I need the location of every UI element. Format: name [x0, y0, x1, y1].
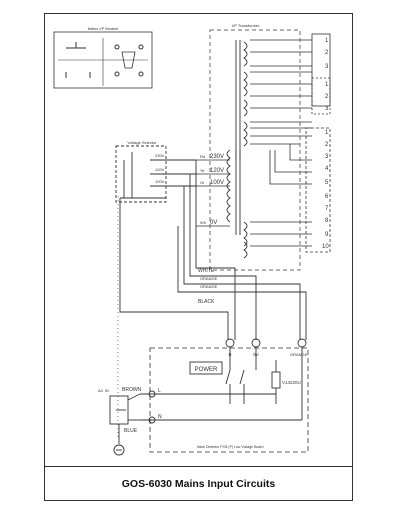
terminal-top-3a: 3 [325, 64, 329, 70]
selector-120v: 120V [155, 167, 165, 172]
harness [120, 160, 306, 340]
pcb-connector-orange: ORANGE [290, 352, 308, 357]
varistor-label: V14220U [282, 380, 301, 385]
terminal-bottom-2: 2 [325, 142, 329, 148]
terminal-bottom-5: 5 [325, 180, 329, 186]
ac-inlet [110, 394, 140, 455]
tap-230v: 230V [210, 154, 225, 160]
code-rd: Rd [200, 154, 206, 159]
pcb-connector-0v: 0V [253, 352, 259, 357]
brown-label: BROWN [122, 387, 142, 393]
terminal-bottom-6: 6 [325, 194, 329, 200]
transformer-label: I/P Transformer [232, 23, 260, 28]
blue-label: BLUE [124, 428, 138, 434]
secondary-wires-top [250, 40, 312, 184]
terminal-bottom-8: 8 [325, 218, 329, 224]
terminal-bottom-3: 3 [325, 154, 329, 160]
terminal-top-3b: 3 [325, 106, 329, 112]
node-l: L [158, 388, 161, 394]
secondary-coils-top [236, 40, 247, 160]
code-wh: Wh [200, 220, 206, 225]
code-ye: Ye [200, 168, 205, 173]
selector-100v: 100V [155, 179, 165, 184]
selector-230v: 230V [155, 153, 165, 158]
primary-coils [227, 150, 240, 235]
terminal-top-1b: 1 [325, 82, 329, 88]
mains-module-label: Mains I/P Module [87, 26, 119, 31]
wire-orange-label-1: ORANGE [200, 276, 218, 281]
tap-100v: 100V [210, 180, 225, 186]
node-n: N [158, 414, 162, 420]
varistor [272, 360, 280, 404]
terminal-top-2b: 2 [325, 94, 329, 100]
wire-orange-label-2: ORANGE [200, 284, 218, 289]
terminal-bottom-10: 10 [322, 244, 329, 250]
terminal-bottom-9: 9 [325, 232, 329, 238]
mains-lines [140, 391, 302, 423]
wire-black-label: BLACK [198, 299, 215, 305]
voltage-selector-label: Voltage Selector [127, 140, 157, 145]
ac-in-label: AC IN [98, 388, 109, 393]
terminal-bottom-7: 7 [325, 206, 329, 212]
mains-module [54, 32, 152, 88]
pcb-outline [150, 348, 308, 452]
title-bar [44, 466, 353, 501]
terminal-bottom-1: 1 [325, 130, 329, 136]
terminal-bottom-4: 4 [325, 166, 329, 172]
code-or: Or [200, 180, 205, 185]
pcb-bottom-label: Valve Detector PCB (P) Low Voltage Board [196, 445, 264, 449]
terminal-top-1a: 1 [325, 38, 329, 44]
pcb-connector-b: B [228, 352, 232, 357]
power-label: POWER [194, 367, 218, 373]
terminal-top-2a: 2 [325, 50, 329, 56]
terminal-strip-top [312, 34, 330, 114]
tap-0v: 0V [210, 220, 218, 226]
wire-white-label: WHITE [198, 268, 215, 274]
secondary-wires-bottom [250, 222, 312, 246]
secondary-coils-bottom [244, 222, 247, 258]
diagram-title: GOS-6030 Mains Input Circuits [121, 478, 276, 490]
tap-120v: 120V [210, 168, 225, 174]
